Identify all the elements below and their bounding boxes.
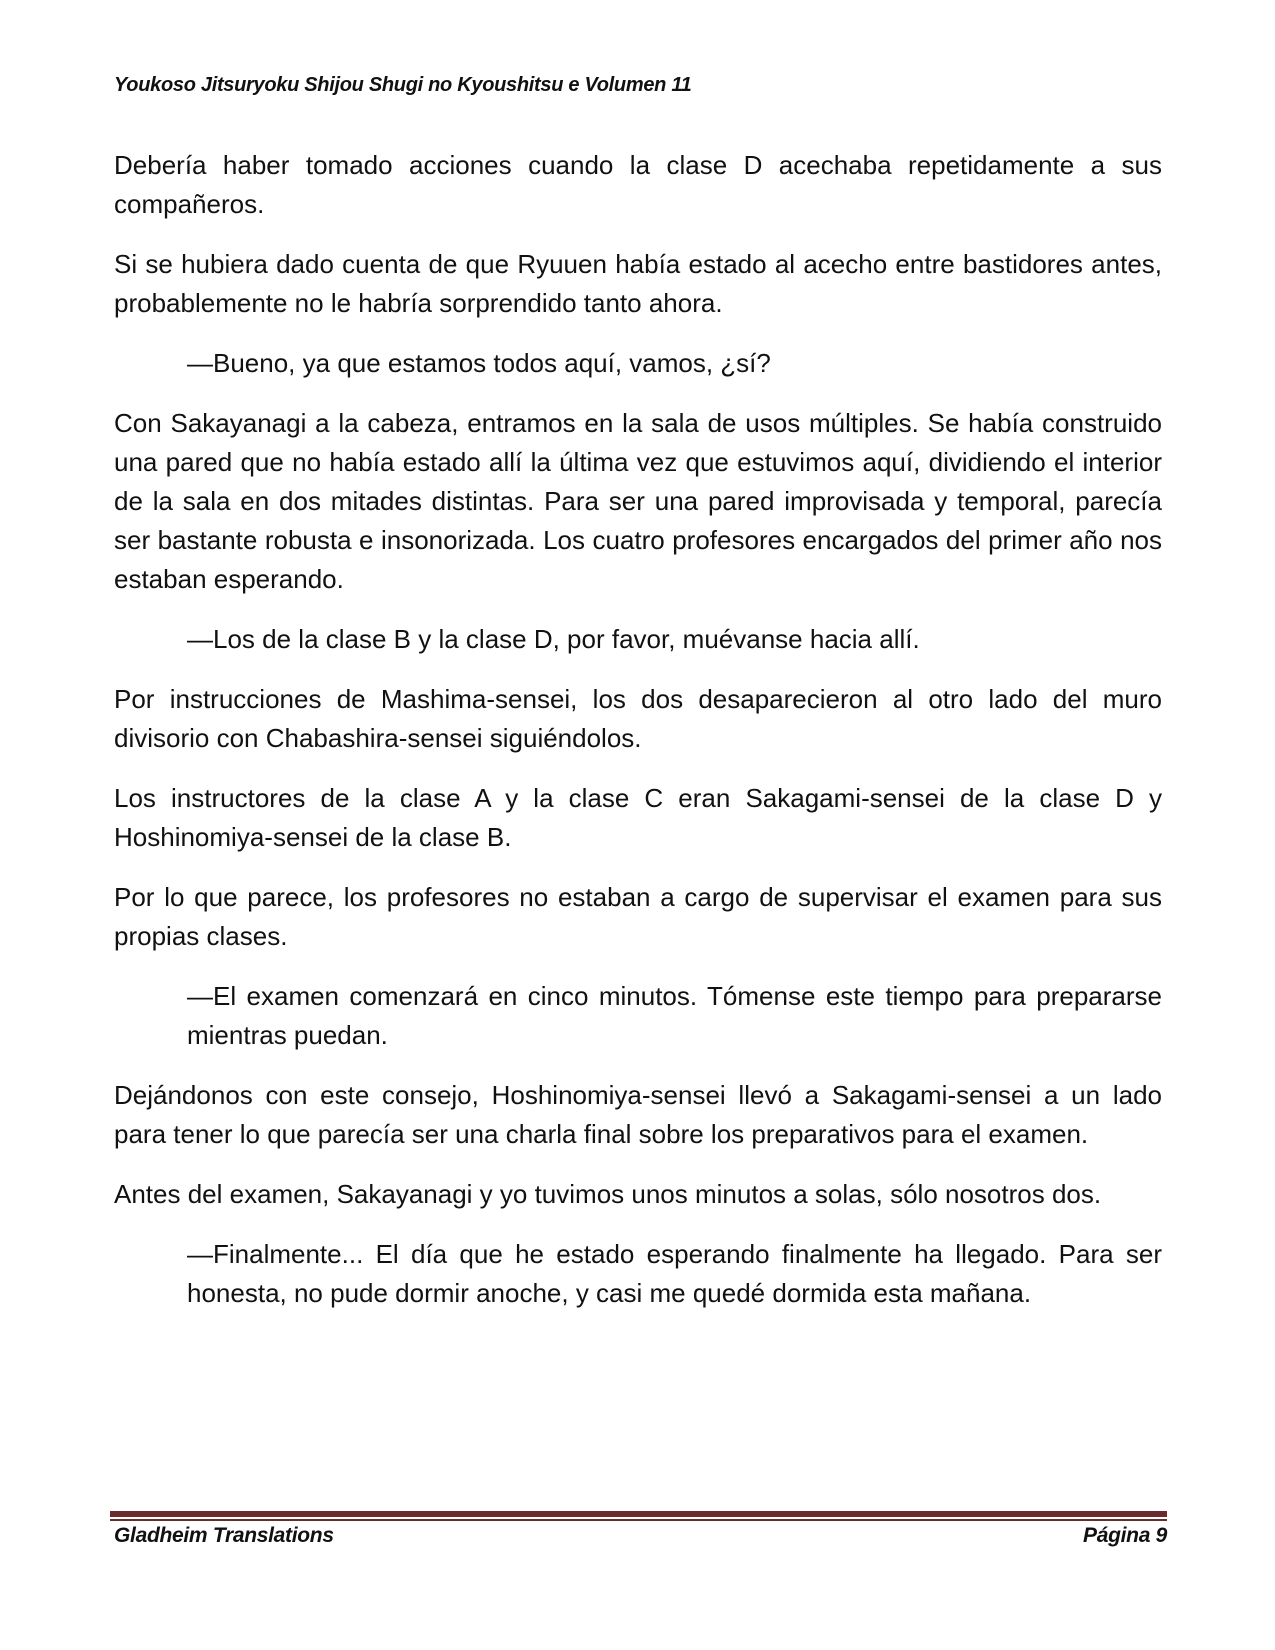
dialog-paragraph: —Bueno, ya que estamos todos aquí, vamos, ¿sí?	[187, 348, 771, 378]
running-header: Youkoso Jitsuryoku Shijou Shugi no Kyoushitsu e Volumen 11	[114, 74, 692, 96]
footer-page-number: Página 9	[1083, 1524, 1167, 1547]
paragraph: Por instrucciones de Mashima-sensei, los dos desaparecieron al otro lado del muro divisorio con Chabashira-sensei siguiéndolos.	[114, 684, 1162, 753]
dialog-paragraph: —Los de la clase B y la clase D, por favor, muévanse hacia allí.	[187, 624, 920, 654]
footer-rule-thick	[110, 1511, 1167, 1517]
footer-rule-thin	[110, 1519, 1167, 1521]
paragraph: Si se hubiera dado cuenta de que Ryuuen había estado al acecho entre bastidores antes, probablemente no le habría sorprendido tanto ahora.	[114, 249, 1162, 318]
paragraph: Por lo que parece, los profesores no estaban a cargo de supervisar el examen para sus propias clases.	[114, 882, 1162, 951]
paragraph: Debería haber tomado acciones cuando la clase D acechaba repetidamente a sus compañeros.	[114, 150, 1162, 219]
paragraph: Los instructores de la clase A y la clase C eran Sakagami-sensei de la clase D y Hoshinomiya-sensei de la clase B.	[114, 783, 1162, 852]
paragraph: Dejándonos con este consejo, Hoshinomiya-sensei llevó a Sakagami-sensei a un lado para tener lo que parecía ser una charla final sobre los preparativos para el examen.	[114, 1080, 1162, 1149]
dialog-paragraph: —El examen comenzará en cinco minutos. Tómense este tiempo para prepararse mientras puedan.	[187, 981, 1162, 1050]
paragraph: Con Sakayanagi a la cabeza, entramos en la sala de usos múltiples. Se había construido una pared que no había estado allí la última vez que estuvimos aquí, dividiendo el interior de la sala en dos mitades distintas. Para ser una pared improvisada y temporal, parecía ser bastante robusta e insonorizada. Los cuatro profesores encargados del primer año nos estaban esperando.	[114, 408, 1162, 594]
dialog-paragraph: —Finalmente... El día que he estado esperando finalmente ha llegado. Para ser honesta, no pude dormir anoche, y casi me quedé dormida esta mañana.	[187, 1239, 1162, 1308]
paragraph: Antes del examen, Sakayanagi y yo tuvimos unos minutos a solas, sólo nosotros dos.	[114, 1179, 1102, 1209]
page-body	[114, 146, 1162, 1334]
footer-translator: Gladheim Translations	[114, 1524, 334, 1547]
